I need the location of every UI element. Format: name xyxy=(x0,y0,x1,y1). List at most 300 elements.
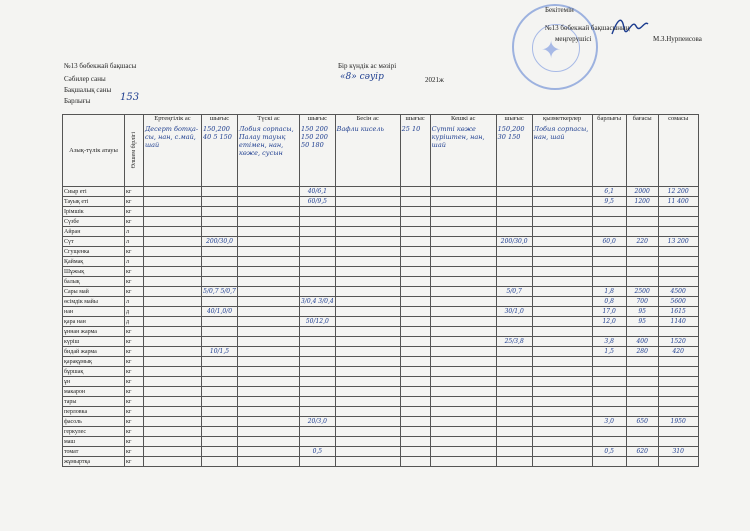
cell-price xyxy=(626,327,658,337)
cell-total: 9,5 xyxy=(592,197,626,207)
cell-total xyxy=(592,277,626,287)
cell-price xyxy=(626,367,658,377)
cell-snack xyxy=(335,457,400,467)
cell-lunch-out xyxy=(300,327,336,337)
cell-price: 95 xyxy=(626,307,658,317)
cell-unit: кг xyxy=(125,187,144,197)
menu-table xyxy=(62,114,699,467)
cell-snack-out xyxy=(400,247,430,257)
cell-dinner xyxy=(430,237,496,247)
cell-sum xyxy=(658,327,698,337)
cell-snack-out xyxy=(400,347,430,357)
col-breakfast: Ертеңгілік ас Десерт ботқа-сы, нан, с.май, шай xyxy=(144,115,202,187)
cell-staff xyxy=(532,317,592,327)
cell-dinner-out xyxy=(496,247,532,257)
cell-snack xyxy=(335,417,400,427)
cell-total: 0,5 xyxy=(592,447,626,457)
cell-product-name: ұн xyxy=(63,377,125,387)
cell-lunch-out: 60/9,5 xyxy=(300,197,336,207)
cell-breakfast-out: 5/0,7 5/0,7 xyxy=(203,287,236,295)
cell-breakfast-out xyxy=(202,437,238,447)
cell-snack-out xyxy=(400,397,430,407)
cell-breakfast xyxy=(144,237,202,247)
cell-snack xyxy=(335,387,400,397)
table-row xyxy=(63,357,699,367)
cell-snack-out xyxy=(400,227,430,237)
cell-lunch xyxy=(238,427,300,437)
cell-unit: кг xyxy=(125,217,144,227)
cell-staff xyxy=(532,267,592,277)
cell-breakfast xyxy=(144,347,202,357)
cell-lunch xyxy=(238,307,300,317)
cell-breakfast-out xyxy=(202,457,238,467)
cell-breakfast xyxy=(144,417,202,427)
cell-staff xyxy=(532,377,592,387)
table-row xyxy=(63,437,699,447)
cell-breakfast-out xyxy=(202,397,238,407)
table-row xyxy=(63,377,699,387)
cell-breakfast xyxy=(144,257,202,267)
cell-product-name: нан xyxy=(63,307,125,317)
cell-product-name: геркулес xyxy=(63,427,125,437)
cell-total xyxy=(592,427,626,437)
cell-snack xyxy=(335,187,400,197)
cell-price: 95 xyxy=(626,317,658,327)
cell-unit: кг xyxy=(125,417,144,427)
table-row xyxy=(63,297,699,307)
cell-snack xyxy=(335,337,400,347)
cell-breakfast-out xyxy=(202,187,238,197)
table-row xyxy=(63,337,699,347)
col-total: барлығы xyxy=(592,115,626,187)
cell-price xyxy=(626,277,658,287)
cell-lunch xyxy=(238,267,300,277)
cell-snack-out xyxy=(400,457,430,467)
cell-price xyxy=(626,357,658,367)
cell-dinner xyxy=(430,197,496,207)
cell-dinner xyxy=(430,357,496,367)
cell-dinner xyxy=(430,217,496,227)
table-row xyxy=(63,347,699,357)
cell-lunch-out xyxy=(300,237,336,247)
cell-lunch-out xyxy=(300,277,336,287)
cell-breakfast-out: 10/1,5 xyxy=(202,347,238,357)
cell-sum: 4500 xyxy=(658,287,698,297)
table-row xyxy=(63,447,699,457)
cell-breakfast xyxy=(144,437,202,447)
cell-product-name: томат xyxy=(63,447,125,457)
cell-total xyxy=(592,397,626,407)
cell-price xyxy=(626,207,658,217)
cell-dinner xyxy=(430,417,496,427)
cell-dinner xyxy=(430,247,496,257)
cell-sum: 1615 xyxy=(658,307,698,317)
cell-product-name: балық xyxy=(63,277,125,287)
cell-product-name: қара нан xyxy=(63,317,125,327)
cell-dinner xyxy=(430,257,496,267)
cell-snack xyxy=(335,237,400,247)
cell-breakfast xyxy=(144,307,202,317)
cell-snack-out xyxy=(400,337,430,347)
menu-date: «8» сәуір xyxy=(340,72,384,82)
cell-dinner xyxy=(430,227,496,237)
col-out1: шығыс 150,200 40 5 150 xyxy=(202,115,238,187)
cell-product-name: Шұжық xyxy=(63,267,125,277)
cell-sum xyxy=(658,247,698,257)
cell-lunch-out: 50/12,0 xyxy=(300,317,336,327)
cell-snack xyxy=(335,217,400,227)
cell-lunch-out xyxy=(300,357,336,367)
cell-unit: д xyxy=(125,307,144,317)
cell-lunch-out xyxy=(300,337,336,347)
cell-lunch xyxy=(238,407,300,417)
cell-lunch xyxy=(238,187,300,197)
table-header-row xyxy=(63,115,699,187)
cell-snack-out xyxy=(400,387,430,397)
cell-product-name: Сүт xyxy=(63,237,125,247)
cell-lunch-out xyxy=(300,207,336,217)
cell-total xyxy=(592,257,626,267)
cell-dinner xyxy=(430,187,496,197)
cell-sum xyxy=(658,407,698,417)
cell-sum: 1140 xyxy=(658,317,698,327)
cell-snack xyxy=(335,317,400,327)
cell-sum xyxy=(658,227,698,237)
cell-snack xyxy=(335,307,400,317)
cell-lunch-out xyxy=(300,397,336,407)
cell-lunch-out: 40/6,1 xyxy=(300,187,336,197)
cell-price: 280 xyxy=(626,347,658,357)
cell-unit: кг xyxy=(125,367,144,377)
cell-breakfast xyxy=(144,407,202,417)
cell-snack xyxy=(335,327,400,337)
cell-unit: л xyxy=(125,237,144,247)
cell-snack-out xyxy=(400,427,430,437)
cell-total xyxy=(592,387,626,397)
cell-dinner-out xyxy=(496,297,532,307)
cell-breakfast xyxy=(144,457,202,467)
cell-product-name: перловка xyxy=(63,407,125,417)
cell-dinner xyxy=(430,447,496,457)
cell-total xyxy=(592,207,626,217)
cell-snack-out xyxy=(400,377,430,387)
cell-staff xyxy=(532,187,592,197)
cell-unit: л xyxy=(125,297,144,307)
table-row xyxy=(63,417,699,427)
cell-product-name: Ірімшік xyxy=(63,207,125,217)
cell-product-name: өсімдік майы xyxy=(63,297,125,307)
cell-total xyxy=(592,267,626,277)
cell-snack xyxy=(335,257,400,267)
cell-snack xyxy=(335,397,400,407)
cell-staff xyxy=(532,427,592,437)
cell-breakfast xyxy=(144,197,202,207)
table-row xyxy=(63,367,699,377)
cell-breakfast xyxy=(144,357,202,367)
cell-lunch-out xyxy=(300,407,336,417)
cell-dinner-out xyxy=(496,387,532,397)
cell-staff xyxy=(532,247,592,257)
cell-product-name: Сүзбе xyxy=(63,217,125,227)
cell-snack xyxy=(335,207,400,217)
cell-unit: кг xyxy=(125,207,144,217)
cell-lunch xyxy=(238,457,300,467)
cell-dinner xyxy=(430,337,496,347)
cell-dinner-out xyxy=(496,327,532,337)
cell-dinner xyxy=(430,367,496,377)
col-snack: Бесін ас Вафли кисель xyxy=(335,115,400,187)
cell-price: 2000 xyxy=(626,187,658,197)
cell-unit: кг xyxy=(125,247,144,257)
cell-snack-out xyxy=(400,207,430,217)
cell-price: 220 xyxy=(626,237,658,247)
table-row xyxy=(63,327,699,337)
cell-total: 0,8 xyxy=(592,297,626,307)
cell-price: 400 xyxy=(626,337,658,347)
cell-breakfast-out xyxy=(202,247,238,257)
col-sum: сомасы xyxy=(658,115,698,187)
cell-lunch-out: 20/3,0 xyxy=(300,417,336,427)
cell-lunch-out: 0,5 xyxy=(300,447,336,457)
cell-breakfast-out xyxy=(202,377,238,387)
cell-dinner xyxy=(430,437,496,447)
cell-lunch xyxy=(238,257,300,267)
cell-lunch-out xyxy=(300,307,336,317)
cell-snack-out xyxy=(400,447,430,457)
table-row xyxy=(63,207,699,217)
cell-dinner-out xyxy=(496,377,532,387)
cell-dinner-out xyxy=(496,437,532,447)
cell-staff xyxy=(532,197,592,207)
cell-sum: 1950 xyxy=(658,417,698,427)
cell-breakfast-out xyxy=(202,357,238,367)
cell-total: 1,8 xyxy=(592,287,626,297)
cell-total: 12,0 xyxy=(592,317,626,327)
cell-dinner-out xyxy=(496,277,532,287)
cell-staff xyxy=(532,437,592,447)
table-row xyxy=(63,187,699,197)
cell-dinner xyxy=(430,307,496,317)
cell-unit: д xyxy=(125,317,144,327)
cell-staff xyxy=(532,297,592,307)
cell-unit: кг xyxy=(125,357,144,367)
col-out3: шығыс 25 10 xyxy=(400,115,430,187)
cell-breakfast-out xyxy=(202,317,238,327)
cell-sum: 13 200 xyxy=(658,237,698,247)
cell-snack-out xyxy=(400,237,430,247)
cell-breakfast xyxy=(144,207,202,217)
table-row xyxy=(63,227,699,237)
cell-breakfast xyxy=(144,327,202,337)
cell-snack-out xyxy=(400,437,430,447)
cell-snack xyxy=(335,287,400,297)
cell-staff xyxy=(532,257,592,267)
cell-dinner-out xyxy=(496,347,532,357)
cell-breakfast xyxy=(144,227,202,237)
cell-staff xyxy=(532,397,592,407)
cell-product-name: Сиыр еті xyxy=(63,187,125,197)
cell-breakfast-out xyxy=(202,197,238,207)
cell-staff xyxy=(532,207,592,217)
cell-total: 3,0 xyxy=(592,417,626,427)
cell-dinner xyxy=(430,267,496,277)
cell-dinner xyxy=(430,457,496,467)
table-row xyxy=(63,267,699,277)
cell-product-name: қарақұмық xyxy=(63,357,125,367)
cell-product-name: Қаймақ xyxy=(63,257,125,267)
table-row xyxy=(63,247,699,257)
table-row xyxy=(63,307,699,317)
cell-snack-out xyxy=(400,217,430,227)
cell-lunch-out xyxy=(300,287,336,297)
cell-dinner xyxy=(430,397,496,407)
cell-snack xyxy=(335,267,400,277)
children-count-label: Сәбилер саны xyxy=(64,75,106,83)
cell-dinner xyxy=(430,347,496,357)
cell-price xyxy=(626,437,658,447)
cell-dinner-out xyxy=(496,397,532,407)
cell-dinner-out: 5/0,7 xyxy=(496,287,532,297)
cell-sum xyxy=(658,257,698,267)
cell-price: 700 xyxy=(626,297,658,307)
cell-sum: 420 xyxy=(658,347,698,357)
cell-lunch-out xyxy=(300,457,336,467)
cell-breakfast xyxy=(144,397,202,407)
table-row xyxy=(63,407,699,417)
cell-snack-out xyxy=(400,197,430,207)
cell-unit: кг xyxy=(125,267,144,277)
cell-price xyxy=(626,397,658,407)
cell-staff xyxy=(532,337,592,347)
cell-lunch-out xyxy=(300,217,336,227)
cell-breakfast xyxy=(144,337,202,347)
cell-unit: л xyxy=(125,257,144,267)
cell-snack xyxy=(335,427,400,437)
cell-price xyxy=(626,217,658,227)
cell-staff xyxy=(532,237,592,247)
cell-dinner xyxy=(430,287,496,297)
col-lunch: Түскі ас Лобия сорпасы, Палау тауық етімен, нан, көже, сусын xyxy=(238,115,300,187)
cell-price: 620 xyxy=(626,447,658,457)
cell-dinner-out xyxy=(496,317,532,327)
cell-staff xyxy=(532,447,592,457)
cell-sum xyxy=(658,367,698,377)
cell-snack-out xyxy=(400,297,430,307)
cell-dinner xyxy=(430,297,496,307)
cell-lunch xyxy=(238,397,300,407)
cell-snack xyxy=(335,357,400,367)
cell-lunch-out xyxy=(300,247,336,257)
cell-dinner xyxy=(430,407,496,417)
cell-breakfast-out xyxy=(202,387,238,397)
kindergarten-name: №13 бөбекжай бақшасы xyxy=(64,62,137,70)
cell-breakfast xyxy=(144,287,202,297)
table-row xyxy=(63,257,699,267)
col-staff: қызметкерлер Лобия сорпасы, нан, шай xyxy=(532,115,592,187)
cell-dinner-out xyxy=(496,357,532,367)
cell-dinner-out xyxy=(496,427,532,437)
approve-sub2: меңгерушісі xyxy=(555,35,592,43)
cell-breakfast-out xyxy=(202,257,238,267)
cell-staff xyxy=(532,327,592,337)
cell-lunch-out xyxy=(300,367,336,377)
cell-lunch xyxy=(238,447,300,457)
cell-breakfast xyxy=(144,377,202,387)
cell-staff xyxy=(532,277,592,287)
cell-snack xyxy=(335,437,400,447)
cell-product-name: маш xyxy=(63,437,125,447)
cell-dinner-out xyxy=(496,217,532,227)
cell-breakfast xyxy=(144,277,202,287)
cell-product-name: ұннан жарма xyxy=(63,327,125,337)
cell-breakfast-out xyxy=(202,327,238,337)
cell-total xyxy=(592,227,626,237)
cell-sum: 11 400 xyxy=(658,197,698,207)
cell-unit: кг xyxy=(125,337,144,347)
cell-snack xyxy=(335,367,400,377)
cell-staff xyxy=(532,217,592,227)
cell-product-name: макарон xyxy=(63,387,125,397)
cell-unit: кг xyxy=(125,397,144,407)
cell-snack-out xyxy=(400,267,430,277)
table-row xyxy=(63,237,699,247)
cell-sum: 5600 xyxy=(658,297,698,307)
cell-breakfast-out xyxy=(202,407,238,417)
cell-lunch xyxy=(238,327,300,337)
cell-total xyxy=(592,407,626,417)
cell-lunch-out xyxy=(300,227,336,237)
cell-dinner-out xyxy=(496,407,532,417)
cell-breakfast xyxy=(144,387,202,397)
approve-label: Бекітемін xyxy=(545,6,574,14)
cell-dinner-out: 30/1,0 xyxy=(496,307,532,317)
cell-snack-out xyxy=(400,407,430,417)
cell-lunch-out: 3/0,4 3/0,4 xyxy=(301,297,334,305)
cell-dinner xyxy=(430,207,496,217)
cell-lunch xyxy=(238,217,300,227)
total-value: 153 xyxy=(120,92,140,103)
cell-lunch xyxy=(238,417,300,427)
cell-snack-out xyxy=(400,307,430,317)
cell-unit: кг xyxy=(125,387,144,397)
cell-price xyxy=(626,457,658,467)
cell-breakfast-out xyxy=(202,367,238,377)
cell-unit: л xyxy=(125,227,144,237)
cell-price xyxy=(626,407,658,417)
cell-sum xyxy=(658,457,698,467)
cell-lunch xyxy=(238,437,300,447)
table-row xyxy=(63,197,699,207)
cell-lunch xyxy=(238,317,300,327)
cell-snack-out xyxy=(400,417,430,427)
cell-staff xyxy=(532,287,592,297)
cell-product-name: фасоль xyxy=(63,417,125,427)
cell-dinner-out xyxy=(496,257,532,267)
cell-product-name: Сары май xyxy=(63,287,125,297)
cell-lunch xyxy=(238,357,300,367)
cell-snack-out xyxy=(400,317,430,327)
cell-unit: кг xyxy=(125,287,144,297)
cell-product-name: тары xyxy=(63,397,125,407)
cell-unit: кг xyxy=(125,377,144,387)
cell-total: 60,0 xyxy=(592,237,626,247)
cell-lunch xyxy=(238,237,300,247)
cell-breakfast-out xyxy=(202,447,238,457)
cell-lunch xyxy=(238,367,300,377)
cell-total xyxy=(592,367,626,377)
table-row xyxy=(63,427,699,437)
menu-year: 2021ж xyxy=(425,76,444,84)
